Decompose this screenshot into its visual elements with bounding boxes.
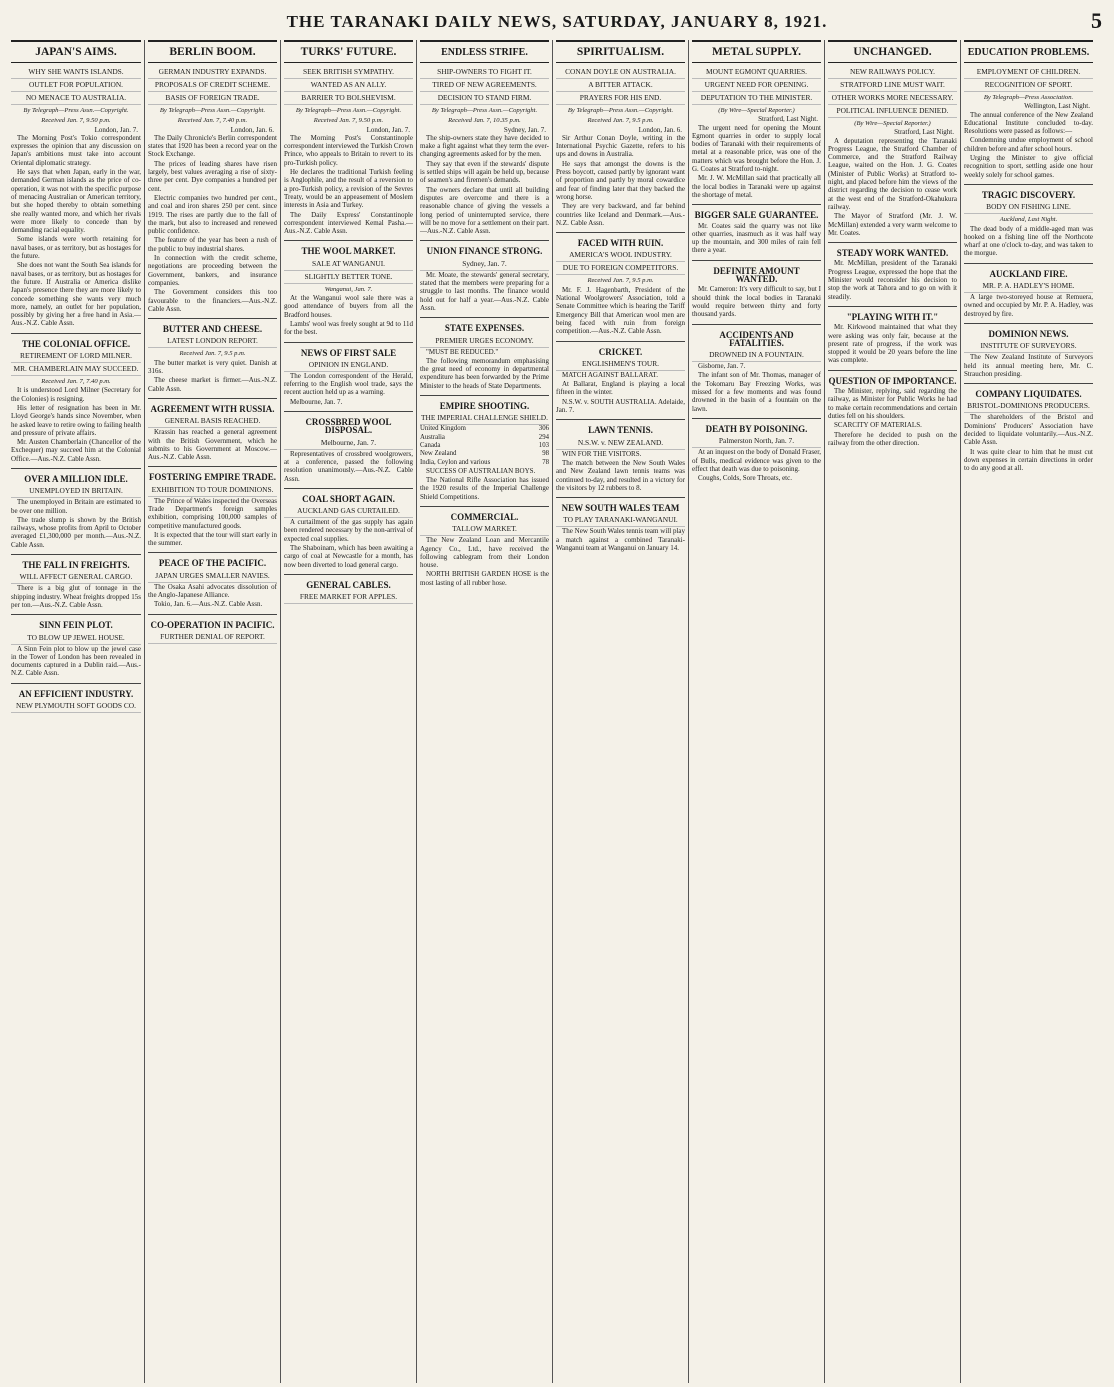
section-subheading: TALLOW MARKET.	[420, 523, 549, 536]
section-headline: THE WOOL MARKET.	[284, 240, 413, 257]
article-subheading: GERMAN INDUSTRY EXPANDS.	[148, 66, 277, 79]
article-paragraph: The Daily Chronicle's Berlin correspondent states that 1920 has been a record year on the Stock Exchange.	[148, 133, 277, 159]
section-subheading: MR. CHAMBERLAIN MAY SUCCEED.	[11, 363, 141, 376]
section-headline: OVER A MILLION IDLE.	[11, 468, 141, 485]
section-headline: CROSSBRED WOOL DISPOSAL.	[284, 411, 413, 437]
section-subheading: DUE TO FOREIGN COMPETITORS.	[556, 262, 685, 275]
results-table	[420, 425, 549, 466]
dateline: Sydney, Jan. 7.	[503, 125, 546, 134]
article-paragraph: He declares the traditional Turkish feeling is Anglophile, and the result of a reversion to a pro-Turkish policy, a revision of the Sevres Treaty, would be an appeasement of Moslem interests in Asia and Turkey.	[284, 168, 413, 210]
article-paragraph: The New Zealand Loan and Mercantile Agency Co., Ltd., have received the following cablegram from their London house.	[420, 536, 549, 570]
received-time: Received Jan. 7, 7.40 p.m.	[41, 378, 111, 386]
section-subheading: BRISTOL-DOMINIONS PRODUCERS.	[964, 400, 1093, 413]
article-subheading: SEEK BRITISH SYMPATHY.	[284, 66, 413, 79]
section-subheading: N.S.W. v. NEW ZEALAND.	[556, 437, 685, 450]
article-paragraph: The Morning Post's Tokio correspondent expresses the opinion that any discussion on Japan's ambitions must take into account Oriental diplomatic strategy.	[11, 133, 141, 167]
section-headline: CO-OPERATION IN PACIFIC.	[148, 614, 277, 631]
score-cell: 306	[538, 425, 549, 433]
section-headline: STEADY WORK WANTED.	[828, 242, 957, 259]
article-paragraph: His letter of resignation has been in Mr. Lloyd George's hands since November, when he asked leave to retire owing to failing health and pressure of private affairs.	[11, 403, 141, 437]
article-paragraph: The Daily Express' Constantinople correspondent interviewed Kemal Pasha.—Aus.-N.Z. Cable Assn.	[284, 210, 413, 236]
section-headline: DEFINITE AMOUNT WANTED.	[692, 260, 821, 286]
article-paragraph: Lambs' wool was freely sought at 9d to 11d for the best.	[284, 319, 413, 337]
article-paragraph: The shareholders of the Bristol and Dominions' Producers' Association have decided to liquidate voluntarily.—Aus.-N.Z. Cable Assn.	[964, 413, 1093, 447]
article-headline: TURKS' FUTURE.	[284, 40, 413, 63]
section-headline: AGREEMENT WITH RUSSIA.	[148, 398, 277, 415]
article-paragraph: It is understood Lord Milner (Secretary for the Colonies) is resigning.	[11, 386, 141, 403]
table-row	[420, 459, 549, 467]
article-paragraph: A curtailment of the gas supply has again been rendered necessary by the non-arrival of expected coal supplies.	[284, 518, 413, 543]
article-paragraph: Mr. Cameron: It's very difficult to say, but I should think the local bodies in Taranaki would require between thirty and forty thousand yards.	[692, 285, 821, 319]
article-paragraph: It is expected that the tour will start early in the summer.	[148, 530, 277, 548]
news-column	[280, 40, 416, 1383]
article-subheading: PROPOSALS OF CREDIT SCHEME.	[148, 79, 277, 92]
article-paragraph: Electric companies two hundred per cent., and coal and iron shares 250 per cent. since 1919. The rises are partly due to the fall of the mark, but also to increased and renewed public confidence.	[148, 193, 277, 236]
section-headline: QUESTION OF IMPORTANCE.	[828, 370, 957, 387]
received-time: Received Jan. 7, 9.50 p.m.	[313, 117, 384, 125]
news-column	[960, 40, 1096, 1383]
section-headline: AN EFFICIENT INDUSTRY.	[11, 683, 141, 700]
article-paragraph: The feature of the year has been a rush of the public to buy industrial shares.	[148, 236, 277, 253]
section-headline: "PLAYING WITH IT."	[828, 306, 957, 323]
score-cell: 103	[538, 441, 549, 449]
section-subheading: AMERICA'S WOOL INDUSTRY.	[556, 249, 685, 262]
section-subheading: WILL AFFECT GENERAL CARGO.	[11, 571, 141, 584]
section-subheading: Melbourne, Jan. 7.	[284, 437, 413, 450]
section-subheading: OPINION IN ENGLAND.	[284, 359, 413, 372]
section-headline: FACED WITH RUIN.	[556, 232, 685, 249]
article-subheading: SHIP-OWNERS TO FIGHT IT.	[420, 66, 549, 79]
article-paragraph: WIN FOR THE VISITORS.	[562, 449, 642, 458]
table-row	[420, 450, 549, 458]
article-subheading: PRAYERS FOR HIS END.	[556, 92, 685, 105]
press-credit: (By Wire—Special Reporter.)	[718, 107, 795, 114]
section-headline: AUCKLAND FIRE.	[964, 263, 1093, 280]
article-paragraph: The Government considers this too favourable to the financiers.—Aus.-N.Z. Cable Assn.	[148, 288, 277, 313]
received-time: Received Jan. 7, 9.50 p.m.	[41, 117, 111, 125]
received-time: Wanganui, Jan. 7.	[324, 285, 373, 293]
country-cell: Australia	[420, 433, 445, 441]
dateline: Stratford, Last Night.	[894, 128, 954, 137]
article-paragraph: The Morning Post's Constantinople correspondent interviewed the Turkish Crown Prince, who appeals to Britain to revert to its pro-Turkish policy.	[284, 133, 413, 167]
article-paragraph: They are very backward, and far behind countries like Iceland and Denmark.—Aus.-N.Z. Cable Assn.	[556, 202, 685, 227]
article-paragraph: He says that amongst the downs is the Press boycott, caused partly by ignorant want of proportion and partly by moral cowardice and fear of finding later that they backed the wrong horse.	[556, 159, 685, 201]
country-cell: India, Ceylon and various	[420, 458, 491, 466]
section-headline: STATE EXPENSES.	[420, 317, 549, 334]
section-subheading: MR. P. A. HADLEY'S HOME.	[964, 280, 1093, 293]
section-subheading: GENERAL BASIS REACHED.	[148, 415, 277, 428]
article-paragraph: It was quite clear to him that he must cut down expenses in certain directions in order to do any good at all.	[964, 447, 1093, 473]
article-paragraph: Some islands were worth retaining for naval bases, or as territory, but as hostages for the future.	[11, 235, 141, 261]
article-paragraph: Mr. Coates said the quarry was not like other quarries, inasmuch as it was half way up the mountain, and 300 miles of rain fell there a year.	[692, 221, 821, 255]
score-cell: 78	[542, 458, 549, 466]
article-paragraph: She does not want the South Sea islands for naval bases, or as territory, but as hostages for the future. If Australia or America dislike Japan's presence there they are more likely to concede something she wants very much more, namely, an outlet for her population, possibly by giving her a free hand in Asia.—Aus.-N.Z. Cable Assn.	[11, 261, 141, 328]
dateline: Wellington, Last Night.	[1024, 102, 1090, 111]
table-row	[420, 442, 549, 450]
country-cell: New Zealand	[420, 450, 457, 458]
article-paragraph: The cheese market is firmer.—Aus.-N.Z. Cable Assn.	[148, 376, 277, 393]
press-credit: By Telegraph—Press Assn.—Copyright.	[295, 107, 402, 114]
table-row	[420, 434, 549, 442]
article-headline: BERLIN BOOM.	[148, 40, 277, 63]
article-paragraph: At Ballarat, England is playing a local fifteen in the winter.	[556, 380, 685, 397]
article-paragraph: At an inquest on the body of Donald Fraser, of Bulls, medical evidence was given to the effect that death was due to poisoning.	[692, 448, 821, 473]
article-paragraph: He says that when Japan, early in the war, demanded German islands as the price of co-operation, it was not with the specific purpose of menacing Australian or American territory, but she hoped thereby to obtain something she really wanted more, and which her rivals were more likely to concede than by demanding racial equality.	[11, 168, 141, 235]
received-time: Received Jan. 7, 10.35 p.m.	[448, 117, 521, 125]
section-headline: NEWS OF FIRST SALE	[284, 342, 413, 359]
article-paragraph: The Shaboinam, which has been awaiting a cargo of coal at Newcastle for a month, has now been diverted to load general cargo.	[284, 543, 413, 569]
received-time: Received Jan. 7, 9.5 p.m.	[587, 277, 654, 285]
article-paragraph: Mr. Austen Chamberlain (Chancellor of the Exchequer) may succeed him at the Colonial Office.—Aus.-N.Z. Cable Assn.	[11, 438, 141, 463]
article-subheading: NEW RAILWAYS POLICY.	[828, 66, 957, 79]
dateline: Stratford, Last Night.	[758, 115, 818, 124]
section-subheading: FURTHER DENIAL OF REPORT.	[148, 631, 277, 644]
article-paragraph: Representatives of crossbred woolgrowers, at a conference, passed the following resolution unanimously.—Aus.-N.Z. Cable Assn.	[284, 449, 413, 483]
section-headline: DEATH BY POISONING.	[692, 418, 821, 435]
country-cell: United Kingdom	[420, 425, 466, 433]
article-subheading: EMPLOYMENT OF CHILDREN.	[964, 66, 1093, 79]
press-credit: By Telegraph—Press Association.	[983, 94, 1074, 101]
news-column	[688, 40, 824, 1383]
article-paragraph: The following memorandum emphasising the great need of economy in departmental expenditure has been forwarded by the Prime Minister to the heads of State Departments.	[420, 356, 549, 390]
news-column	[8, 40, 144, 1383]
article-paragraph: SCARCITY OF MATERIALS.	[834, 421, 922, 430]
score-cell: 98	[542, 450, 549, 458]
section-headline: THE FALL IN FREIGHTS.	[11, 554, 141, 571]
received-time: Received Jan. 7, 9.5 p.m.	[179, 350, 246, 358]
article-paragraph: There is a big glut of tonnage in the shipping industry. Wheat freights dropped 15s per ton.—Aus.-N.Z. Cable Assn.	[11, 584, 141, 609]
section-headline: NEW SOUTH WALES TEAM	[556, 497, 685, 514]
article-paragraph: The infant son of Mr. Thomas, manager of the Tokomaru Bay Freezing Works, was missed for a few moments and was found drowned in the basin of a fountain on the lawn.	[692, 371, 821, 413]
section-subheading: Palmerston North, Jan. 7.	[692, 435, 821, 448]
article-paragraph: The New Zealand Institute of Surveyors held its annual meeting here, Mr. C. Strauchon presiding.	[964, 353, 1093, 378]
article-subheading: OTHER WORKS MORE NECESSARY.	[828, 92, 957, 105]
article-paragraph: The National Rifle Association has issued the 1920 results of the Imperial Challenge Shield Competitions.	[420, 476, 549, 501]
article-paragraph: A Sinn Fein plot to blow up the jewel case in the Tower of London has been revealed in documents captured in a Dublin raid.—Aus.-N.Z. Cable Assn.	[11, 644, 141, 678]
article-subheading: DECISION TO STAND FIRM.	[420, 92, 549, 105]
section-subheading: NEW PLYMOUTH SOFT GOODS CO.	[11, 700, 141, 713]
article-paragraph: The Prince of Wales inspected the Overseas Trade Department's foreign samples exhibition, comprising 100,000 samples of competitive manufactured goods.	[148, 496, 277, 530]
article-paragraph: Urging the Minister to give official recognition to sport, settling aside one hour weekly solely for school games.	[964, 154, 1093, 179]
section-headline: BIGGER SALE GUARANTEE.	[692, 204, 821, 221]
article-subheading: CONAN DOYLE ON AUSTRALIA.	[556, 66, 685, 79]
section-headline: LAWN TENNIS.	[556, 419, 685, 436]
article-paragraph: A deputation representing the Taranaki Progress League, the Stratford Chamber of Commerce, and the Stratford Railway League, waited on the Hon. J. G. Coates (Minister of Public Works) at Stratford to-night, and placed before him the views of the district regarding the decision to cease work at the west end of the Stratford-Okahukura railway.	[828, 136, 957, 211]
newspaper-title: THE TARANAKI DAILY NEWS, SATURDAY, JANUARY 8, 1921.	[286, 12, 828, 31]
section-headline: CRICKET.	[556, 341, 685, 358]
section-headline: COMMERCIAL.	[420, 506, 549, 523]
article-subheading: STRATFORD LINE MUST WAIT.	[828, 79, 957, 92]
article-paragraph: The London correspondent of the Herald, referring to the English wool trade, says the recent auction held up as a warning.	[284, 371, 413, 397]
section-subheading: SALE AT WANGANUI.	[284, 258, 413, 271]
article-paragraph: The Osaka Asahi advocates dissolution of the Anglo-Japanese Alliance.	[148, 582, 277, 600]
article-subheading: OUTLET FOR POPULATION.	[11, 79, 141, 92]
article-paragraph: The New South Wales tennis team will play a match against a combined Taranaki-Wanganui team at Wanganui on January 14.	[556, 527, 685, 552]
section-headline: SINN FEIN PLOT.	[11, 614, 141, 631]
section-subheading: LATEST LONDON REPORT.	[148, 335, 277, 348]
article-paragraph: In connection with the credit scheme, negotiations are proceeding between the Government, bankers, and insurance companies.	[148, 254, 277, 287]
section-headline: TRAGIC DISCOVERY.	[964, 184, 1093, 201]
article-headline: ENDLESS STRIFE.	[420, 40, 549, 63]
article-subheading: WANTED AS AN ALLY.	[284, 79, 413, 92]
section-subheading: PREMIER URGES ECONOMY.	[420, 335, 549, 348]
news-column	[552, 40, 688, 1383]
score-cell: 294	[538, 433, 549, 441]
section-subheading: UNEMPLOYED IN BRITAIN.	[11, 485, 141, 498]
article-headline: METAL SUPPLY.	[692, 40, 821, 63]
article-paragraph: Sir Arthur Conan Doyle, writing in the International Psychic Gazette, refers to his ups and downs in Australia.	[556, 133, 685, 159]
section-headline: GENERAL CABLES.	[284, 574, 413, 591]
article-paragraph: MATCH AGAINST BALLARAT.	[562, 370, 658, 379]
country-cell: Canada	[420, 441, 441, 449]
dateline: London, Jan. 6.	[230, 125, 274, 134]
article-paragraph: SUCCESS OF AUSTRALIAN BOYS.	[426, 466, 536, 475]
section-subheading: SLIGHTLY BETTER TONE.	[284, 271, 413, 284]
article-paragraph: Mr. Moate, the stewards' general secretary, stated that the members were preparing for a struggle to last months. The finance would hold out for half a year.—Aus.-N.Z. Cable Assn.	[420, 270, 549, 312]
article-paragraph: The trade slump is shown by the British railways, whose profits from April to October averaged £1,300,000 per month.—Aus.-N.Z. Cable Assn.	[11, 515, 141, 549]
section-headline: UNION FINANCE STRONG.	[420, 240, 549, 257]
section-subheading: ENGLISHMEN'S TOUR.	[556, 358, 685, 371]
article-paragraph: The match between the New South Wales and New Zealand lawn tennis teams was continued to-day, and resulted in a victory for the visitors by 12 rubbers to 8.	[556, 458, 685, 492]
article-subheading: MOUNT EGMONT QUARRIES.	[692, 66, 821, 79]
article-paragraph: Therefore he decided to push on the railway from the other direction.	[828, 430, 957, 447]
section-headline: ACCIDENTS AND FATALITIES.	[692, 324, 821, 350]
section-subheading: TO BLOW UP JEWEL HOUSE.	[11, 632, 141, 645]
article-subheading: NO MENACE TO AUSTRALIA.	[11, 92, 141, 105]
page-number: 5	[1091, 8, 1102, 33]
article-headline: UNCHANGED.	[828, 40, 957, 63]
news-column	[144, 40, 280, 1383]
news-columns	[8, 40, 1108, 1383]
dateline: London, Jan. 6.	[638, 125, 682, 134]
article-paragraph: They say that even if the stewards' dispute is settled ships will again be held up, because of seamen's and firemen's demands.	[420, 159, 549, 185]
section-headline: EMPIRE SHOOTING.	[420, 395, 549, 412]
section-subheading: JAPAN URGES SMALLER NAVIES.	[148, 570, 277, 583]
section-headline: PEACE OF THE PACIFIC.	[148, 552, 277, 569]
section-subheading: BODY ON FISHING LINE.	[964, 201, 1093, 214]
received-time: Received Jan. 7, 7.40 p.m.	[177, 117, 248, 125]
article-paragraph: The Minister, replying, said regarding the railway, as Minister for Public Works he had to make certain recommendations and certain duties fell on his shoulders.	[828, 387, 957, 420]
article-paragraph: Krassin has reached a general agreement with the British Government, which he submits to his Government at Moscow.—Aus.-N.Z. Cable Assn.	[148, 428, 277, 462]
section-subheading: INSTITUTE OF SURVEYORS.	[964, 340, 1093, 353]
article-headline: JAPAN'S AIMS.	[11, 40, 141, 63]
section-subheading: AUCKLAND GAS CURTAILED.	[284, 505, 413, 518]
article-paragraph: Gisborne, Jan. 7.	[698, 362, 746, 371]
article-paragraph: "MUST BE REDUCED."	[426, 347, 499, 356]
article-subheading: A BITTER ATTACK.	[556, 79, 685, 92]
article-paragraph: At the Wanganui wool sale there was a good attendance of buyers from all the Bradford houses.	[284, 294, 413, 319]
article-subheading: BASIS OF FOREIGN TRADE.	[148, 92, 277, 105]
dateline: London, Jan. 7.	[94, 125, 138, 134]
article-paragraph: The prices of leading shares have risen largely, best values averaging a rise of sixty-three per cent. Dye companies a hundred per cent.	[148, 159, 277, 193]
article-headline: SPIRITUALISM.	[556, 40, 685, 63]
section-headline: FOSTERING EMPIRE TRADE.	[148, 466, 277, 483]
article-subheading: TIRED OF NEW AGREEMENTS.	[420, 79, 549, 92]
section-subheading: Sydney, Jan. 7.	[420, 258, 549, 271]
article-paragraph: The dead body of a middle-aged man was hooked on a fishing line off the Northcote wharf at one o'clock to-day, and was taken to the morgue.	[964, 224, 1093, 258]
article-paragraph: The butter market is very quiet. Danish at 316s.	[148, 358, 277, 376]
section-subheading: TO PLAY TARANAKI-WANGANUI.	[556, 514, 685, 527]
article-paragraph: A large two-storeyed house at Remuera, owned and occupied by Mr. P. A. Hadley, was destroyed by fire.	[964, 293, 1093, 318]
received-time: Auckland, Last Night.	[999, 216, 1058, 224]
article-paragraph: The urgent need for opening the Mount Egmont quarries in order to supply local bodies of Taranaki with their requirements of metal at a reasonable price, was one of the matters which was brought before the Hon. J. G. Coates at Stratford to-night.	[692, 123, 821, 174]
article-subheading: URGENT NEED FOR OPENING.	[692, 79, 821, 92]
article-paragraph: Condemning undue employment of school children before and after school hours.	[964, 136, 1093, 153]
article-paragraph: The annual conference of the New Zealand Educational Institute concluded to-day. Resolutions were passed as follows:—	[964, 110, 1093, 136]
article-subheading: RECOGNITION OF SPORT.	[964, 79, 1093, 92]
article-paragraph: The ship-owners state they have decided to make a fight against what they term the ever-changing agreements asked for by the men.	[420, 133, 549, 159]
article-paragraph: N.S.W. v. SOUTH AUSTRALIA. Adelaide, Jan. 7.	[556, 397, 685, 415]
article-subheading: WHY SHE WANTS ISLANDS.	[11, 66, 141, 79]
article-subheading: BARRIER TO BOLSHEVISM.	[284, 92, 413, 105]
dateline: London, Jan. 7.	[366, 125, 410, 134]
section-headline: THE COLONIAL OFFICE.	[11, 333, 141, 350]
section-subheading: RETIREMENT OF LORD MILNER.	[11, 350, 141, 363]
article-paragraph: Mr. F. J. Hagenbarth, President of the National Woolgrowers' Association, told a Senate Committee which is hearing the Tariff Emergency Bill that American wool men are being faced with ruin from foreign competition.—Aus.-N.Z. Cable Assn.	[556, 285, 685, 336]
received-time: Received Jan. 7, 9.5 p.m.	[587, 117, 654, 125]
news-column	[416, 40, 552, 1383]
section-subheading: EXHIBITION TO TOUR DOMINIONS.	[148, 484, 277, 497]
article-paragraph: Mr. Kirkwood maintained that what they were asking was only fair, because at the present rate of progress, if the work was stopped it would be 20 years before the line was complete.	[828, 323, 957, 365]
article-headline: EDUCATION PROBLEMS.	[964, 40, 1093, 63]
article-paragraph: Tokio, Jan. 6.—Aus.-N.Z. Cable Assn.	[154, 600, 263, 609]
article-paragraph: NORTH BRITISH GARDEN HOSE is the most lasting of all rubber hose.	[420, 570, 549, 587]
press-credit: By Telegraph—Press Assn.—Copyright.	[567, 107, 674, 114]
section-subheading: THE IMPERIAL CHALLENGE SHIELD.	[420, 412, 549, 425]
table-row	[420, 425, 549, 433]
press-credit: By Telegraph—Press Assn.—Copyright.	[431, 107, 538, 114]
section-subheading: DROWNED IN A FOUNTAIN.	[692, 349, 821, 362]
article-paragraph: Melbourne, Jan. 7.	[290, 397, 343, 406]
article-paragraph: The unemployed in Britain are estimated to be over one million.	[11, 498, 141, 515]
article-subheading: POLITICAL INFLUENCE DENIED.	[828, 105, 957, 118]
article-paragraph: Mr. McMillan, president of the Taranaki Progress League, expressed the hope that the Minister would reconsider his decision to stop the work at Tahora and to go on with it steadily.	[828, 259, 957, 301]
article-paragraph: The owners declare that until all building disputes are overcome and there is a reasonable chance of giving the vessels a long period of uninterrupted service, there will be no move for a settlement on their part.—Aus.-N.Z. Cable Assn.	[420, 185, 549, 236]
news-column	[824, 40, 960, 1383]
article-paragraph: Mr. J. W. McMillan said that practically all the local bodies in Taranaki were up against the shortage of metal.	[692, 174, 821, 199]
press-credit: By Telegraph—Press Assn.—Copyright.	[23, 107, 129, 114]
section-headline: COAL SHORT AGAIN.	[284, 488, 413, 505]
section-headline: COMPANY LIQUIDATES.	[964, 383, 1093, 400]
article-paragraph: Coughs, Colds, Sore Throats, etc.	[698, 474, 792, 483]
press-credit: By Telegraph—Press Assn.—Copyright.	[159, 107, 266, 114]
article-subheading: DEPUTATION TO THE MINISTER.	[692, 92, 821, 105]
section-headline: DOMINION NEWS.	[964, 323, 1093, 340]
section-subheading: FREE MARKET FOR APPLES.	[284, 591, 413, 604]
section-headline: BUTTER AND CHEESE.	[148, 318, 277, 335]
press-credit: (By Wire—Special Reporter.)	[854, 120, 931, 127]
article-paragraph: The Mayor of Stratford (Mr. J. W. McMillan) extended a very warm welcome to Mr. Coates.	[828, 212, 957, 237]
masthead	[0, 0, 1114, 40]
